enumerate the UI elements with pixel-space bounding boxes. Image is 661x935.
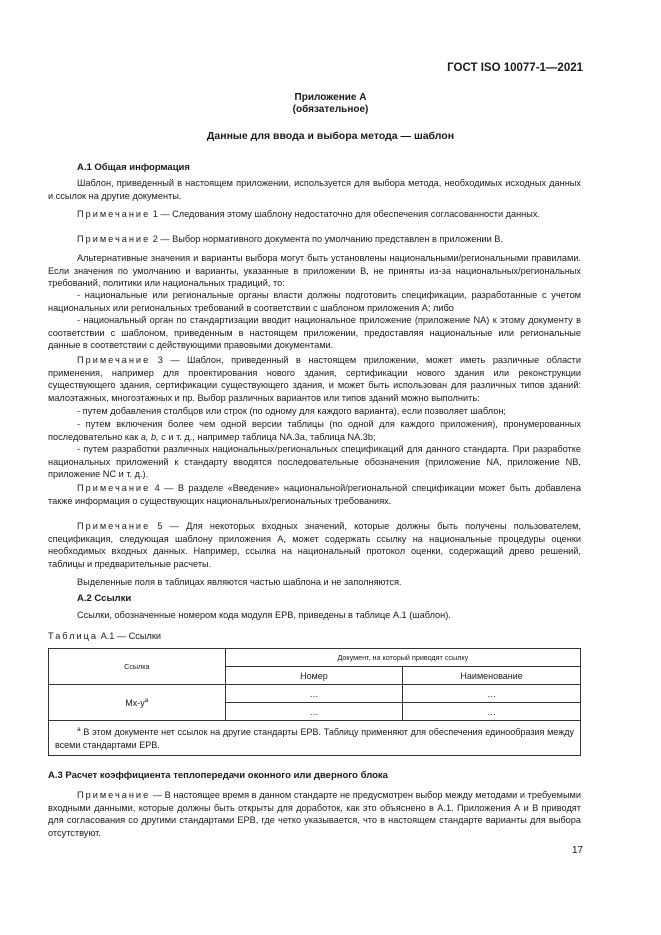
table-footnote: $^a$ В этом документе нет ссылок на другие стандарты ЕРВ. Таблицу применяют для обеспечения единообразия между всеми стандартами ЕРВ.	[49, 721, 581, 756]
section-a2-heading: А.2 Ссылки	[77, 593, 132, 604]
note-2	[48, 233, 581, 246]
section-a3-heading: А.3 Расчет коэффициента теплопередачи оконного или дверного блока	[48, 770, 388, 781]
paragraph-a1-intro: Шаблон, приведенный в настоящем приложении, используется для выбора метода, необходимых исходных данных и ссылок на другие документы.	[48, 178, 581, 201]
name-cell: …	[403, 703, 581, 721]
note-4-text: 4 — В разделе «Введение» национальной/региональной спецификации может быть добавлена также информация о существующих национальных/региональных требованиях.	[48, 483, 581, 506]
note-3-text: 3 — Шаблон, приведенный в настоящем приложении, может иметь различные области применения, например для проектирования нового здания, сертификации нового здания или реконструкции существующего здания, сертификации существующего здания, и может быть использован для различных типов зданий: малоэтажных, многоэтажных и пр. Выбор различных вариантов или типов зданий можно выполнить:	[48, 355, 581, 403]
appendix-status: (обязательное)	[292, 104, 369, 115]
col-document-header: Документ, на который приводят ссылку	[225, 649, 580, 667]
note-word: Примечание	[77, 790, 151, 800]
note-a3-text: — В настоящее время в данном стандарте не предусмотрен выбор между методами и требуемыми входными данными, которые должны быть открыты для доработок, как это объяснено в А.1. Приложения А и В приводят для согласования со другими стандартами ЕРВ, где четко указывается, что в настоящем стандарте варианты для выбора отсутствуют.	[48, 790, 582, 838]
note-3	[48, 354, 581, 404]
paragraph-alternatives: Альтернативные значения и варианты выбора могут быть установлены национальными/региональными правилами. Если значения по умолчанию и варианты, указанные в приложении В, не приняты из-за национальных/региональных требований, политики или национальных традиций, то:	[48, 253, 581, 289]
col-name-header: Наименование	[403, 667, 581, 685]
paragraph-a2-refs: Ссылки, обозначенные номером кода модуля ЕРВ, приведены в таблице А.1 (шаблон).	[77, 610, 451, 620]
paragraph-alternatives-a: - национальные или региональные органы власти должны подготовить спецификации, разработанные с учетом национальных или региональных требований в соответствии с шаблоном приложения А; либо	[48, 290, 581, 313]
note-1-text: 1 — Следования этому шаблону недостаточно для обеспечения согласованности данных.	[152, 209, 540, 219]
note-4	[48, 482, 581, 507]
references-table	[48, 648, 581, 756]
number-cell: …	[225, 685, 403, 703]
table-caption: Таблица А.1 — Ссылки	[48, 631, 162, 641]
section-a1-heading: А.1 Общая информация	[77, 162, 190, 173]
appendix-label: Приложение А	[294, 92, 367, 103]
note-a3	[48, 789, 581, 839]
note-word: Примечание	[77, 355, 151, 365]
ref-cell: $Mx-y^a$	[49, 685, 226, 721]
col-number-header: Номер	[225, 667, 403, 685]
paragraph-alternatives-b: - национальный орган по стандартизации вводит национальное приложение (приложение NA) к этому документу в соответствии с шаблоном, приведенным в настоящем приложении, предоставляя национальные или региональные данные в соответствии с действующими правовыми документами.	[48, 315, 581, 351]
number-cell: …	[225, 703, 403, 721]
standard-number: ГОСТ ISO 10077-1—2021	[447, 62, 583, 74]
appendix-title: Данные для ввода и выбора метода — шаблон	[206, 130, 455, 142]
note-word: Примечание	[77, 521, 151, 531]
table-row	[49, 685, 581, 703]
note-word: Примечание	[77, 234, 151, 244]
note-5-text: 5 — Для некоторых входных значений, которые должны быть получены пользователем, спецификация, следующая шаблону приложения А, может содержать ссылку на национальные процедуры оценки необходимых входных данных. Например, ссылка на национальный протокол оценки, содержащий древо решений, таблицы и предварительные расчеты.	[48, 521, 581, 569]
note-5	[48, 520, 581, 570]
note-3-item-b: - путем включения более чем одной версии таблицы (по одной для каждого приложения), пронумерованных последовательно как а, b, с и т. д., например таблица NA.3a, таблица NA.3b;	[48, 419, 581, 442]
col-reference-header: Ссылка	[49, 649, 226, 685]
page-number: 17	[572, 845, 584, 856]
note-1	[48, 208, 581, 221]
note-word: Примечание	[77, 209, 151, 219]
note-3-item-c: - путем разработки различных национальных/региональных спецификаций для данного стандарта. При разработке национальных приложений к стандарту вводятся последовательные обозначения (приложение NA, приложение NB, приложение NC и т. д.).	[48, 444, 581, 480]
note-word: Примечание	[77, 483, 151, 493]
name-cell: …	[403, 685, 581, 703]
note-3-item-a: - путем добавления столбцов или строк (по одному для каждого варианта), если позволяет шаблон;	[77, 406, 506, 416]
note-2-text: 2 — Выбор нормативного документа по умолчанию представлен в приложении В.	[152, 234, 503, 244]
paragraph-highlighted-fields: Выделенные поля в таблицах являются частью шаблона и не заполняются.	[77, 577, 402, 587]
